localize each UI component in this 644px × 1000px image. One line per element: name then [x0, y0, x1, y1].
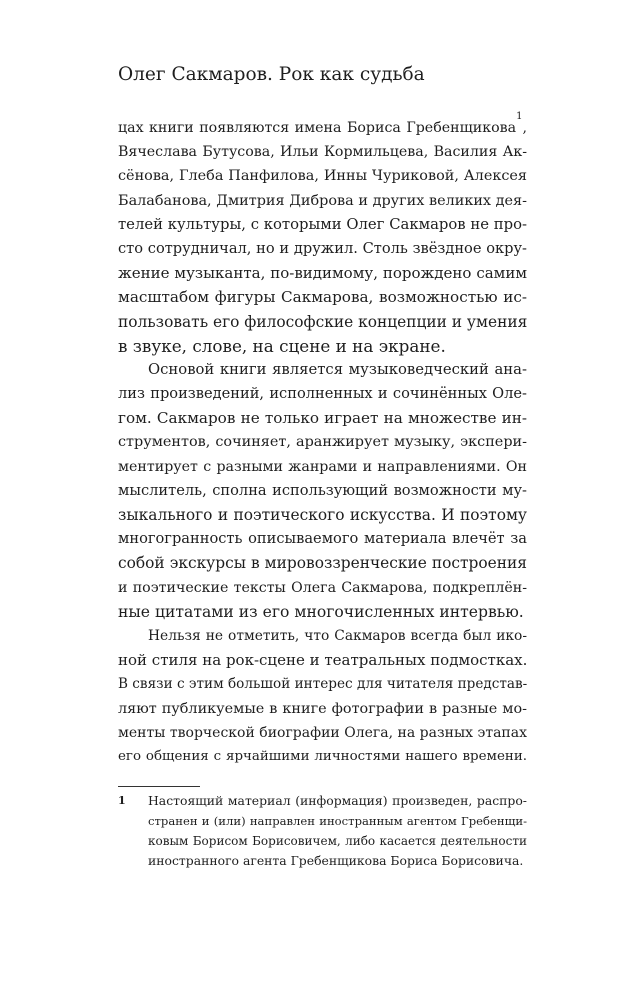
footnote-reference: 1 — [516, 111, 523, 123]
text-line: мыслитель, сполна использующий возможности му- — [118, 481, 527, 499]
text-line: и поэтические тексты Олега Сакмарова, подкреплён- — [118, 579, 527, 596]
footnote-line: ковым Борисом Борисовичем, либо касается деятельности — [148, 834, 527, 848]
text-line: Основой книги является музыковедческий ана- — [148, 360, 527, 378]
text-line: масштабом фигуры Сакмарова, возможностью ис- — [118, 288, 527, 307]
text-line: пользовать его философские концепции и умения — [118, 312, 528, 331]
running-head: Олег Сакмаров. Рок как судьба — [118, 64, 425, 85]
paragraph-3 — [118, 624, 527, 769]
text-line: жение музыканта, по-видимому, порождено самим — [118, 264, 527, 283]
text-line: струментов, сочиняет, аранжирует музыку, экспери- — [118, 434, 527, 451]
paragraph-2 — [118, 358, 527, 624]
text-line-suffix: , — [522, 120, 527, 136]
footnote-line: иностранного агента Гребенщикова Бориса Борисовича. — [148, 853, 524, 868]
footnote-text — [148, 791, 527, 871]
text-line: Нельзя не отметить, что Сакмаров всегда был ико- — [148, 627, 527, 644]
text-line: в звуке, слове, на сцене и на экране. — [118, 335, 446, 356]
text-line: многогранность описываемого материала влечёт за — [118, 530, 527, 548]
text-line — [118, 111, 527, 140]
text-line: зыкального и поэтического искусства. И поэтому — [118, 506, 527, 524]
text-line-content: цах книги появляются имена Бориса Гребенщикова — [118, 120, 517, 136]
footnote-rule — [118, 786, 200, 787]
text-line: ляют публикуемые в книге фотографии в разные мо- — [118, 700, 527, 717]
text-line: В связи с этим большой интерес для читателя представ- — [118, 676, 528, 693]
text-line: лиз произведений, исполненных и сочинённых Оле- — [118, 385, 527, 403]
text-line: ментирует с разными жанрами и направлениями. Он — [118, 458, 527, 475]
text-line: ные цитатами из его многочисленных интервью. — [118, 602, 524, 621]
text-line: собой экскурсы в мировоззренческие построения — [118, 554, 527, 573]
text-line: сёнова, Глеба Панфилова, Инны Чуриковой, Алексея — [118, 168, 527, 185]
text-line: его общения с ярчайшими личностями нашего времени. — [118, 748, 527, 764]
text-line: гом. Сакмаров не только играет на множестве ин- — [118, 409, 527, 428]
footnote-line: Настоящий материал (информация) произведен, распро- — [148, 793, 527, 808]
text-line: Вячеслава Бутусова, Ильи Кормильцева, Василия Ак- — [118, 144, 527, 161]
text-line: телей культуры, с которыми Олег Сакмаров не про- — [118, 215, 527, 233]
paragraph-1 — [118, 111, 528, 358]
text-line: менты творческой биографии Олега, на разных этапах — [118, 724, 527, 741]
footnote-line: странен и (или) направлен иностранным агентом Гребенщи- — [148, 814, 527, 828]
footnote-number: 1 — [118, 794, 126, 807]
text-line: ной стиля на рок-сцене и театральных подмостках. — [118, 651, 528, 670]
text-line: Балабанова, Дмитрия Диброва и других великих дея- — [118, 192, 527, 209]
body-text — [118, 111, 528, 769]
text-line: сто сотрудничал, но и дружил. Столь звёздное окру- — [118, 239, 527, 257]
